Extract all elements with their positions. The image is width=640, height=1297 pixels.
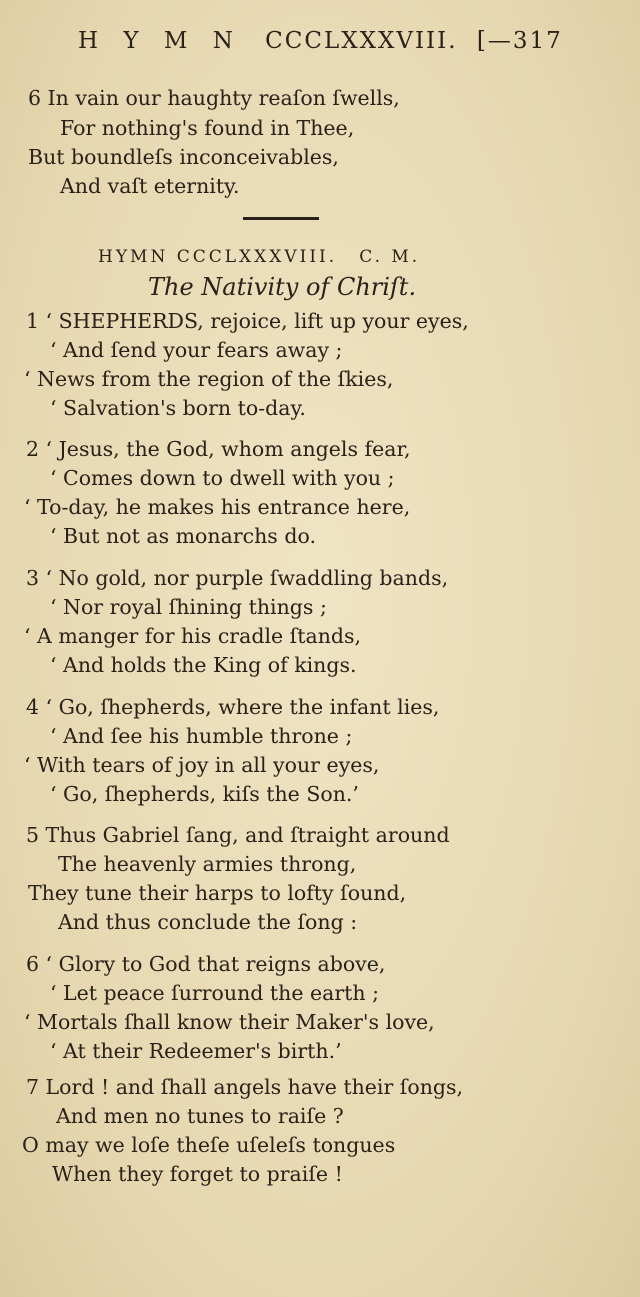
verse-line: 6 ‘ Glory to God that reigns above, (26, 952, 386, 976)
verse-line: ‘ Let peace ſurround the earth ; (50, 981, 380, 1005)
header-hymn-word: H Y M N (78, 28, 242, 54)
verse-line: ‘ But not as monarchs do. (50, 524, 316, 548)
section-divider (243, 217, 319, 220)
verse-line: 5 Thus Gabriel ſang, and ſtraight around (26, 823, 450, 847)
hymn-title (98, 247, 420, 267)
verse-line: ‘ And ſee his humble throne ; (50, 724, 353, 748)
hymn-subtitle: The Nativity of Chriſt. (148, 273, 417, 301)
verse-line: And men no tunes to raiſe ? (56, 1104, 344, 1128)
verse-line: But boundleſs inconceivables, (28, 145, 339, 169)
verse-line: O may we loſe theſe uſeleſs tongues (22, 1133, 396, 1157)
verse-line: 2 ‘ Jesus, the God, whom angels fear, (26, 437, 411, 461)
verse-line: They tune their harps to lofty ſound, (28, 881, 407, 905)
verse-line: When they forget to praiſe ! (52, 1162, 343, 1186)
page-number: [—317 (476, 28, 563, 54)
verse-line: For nothing's found in Thee, (60, 116, 355, 140)
verse-line: ‘ At their Redeemer's birth.’ (50, 1039, 342, 1063)
hymn-meter: C. M. (359, 247, 421, 267)
verse-line: ‘ With tears of joy in all your eyes, (24, 753, 380, 777)
verse-line: ‘ Nor royal ſhining things ; (50, 595, 327, 619)
verse-line: ‘ Salvation's born to-day. (50, 396, 306, 420)
running-header (78, 28, 578, 54)
verse-line: ‘ A manger for his cradle ſtands, (24, 624, 362, 648)
verse-line: 6 In vain our haughty reaſon ſwells, (28, 86, 400, 110)
verse-line: 3 ‘ No gold, nor purple ſwaddling bands, (26, 566, 449, 590)
verse-line: 4 ‘ Go, ſhepherds, where the infant lies, (26, 695, 440, 719)
verse-line: The heavenly armies throng, (58, 852, 357, 876)
verse-line: ‘ To-day, he makes his entrance here, (24, 495, 411, 519)
verse-line: ‘ And holds the King of kings. (50, 653, 357, 677)
hymn-title-number: HYMN CCCLXXXVIII. (98, 247, 338, 267)
verse-line: And thus conclude the ſong : (58, 910, 358, 934)
verse-line: ‘ News from the region of the ſkies, (24, 367, 394, 391)
verse-line: 1 ‘ SHEPHERDS, rejoice, lift up your eyes, (26, 309, 469, 333)
verse-line: ‘ Mortals ſhall know their Maker's love, (24, 1010, 435, 1034)
header-hymn-number: CCCLXXXVIII. (265, 28, 458, 54)
verse-line: ‘ Comes down to dwell with you ; (50, 466, 395, 490)
verse-line: ‘ Go, ſhepherds, kiſs the Son.’ (50, 782, 359, 806)
verse-line: 7 Lord ! and ſhall angels have their ſongs, (26, 1075, 464, 1099)
verse-line: ‘ And ſend your fears away ; (50, 338, 343, 362)
verse-line: And vaſt eternity. (60, 174, 240, 198)
